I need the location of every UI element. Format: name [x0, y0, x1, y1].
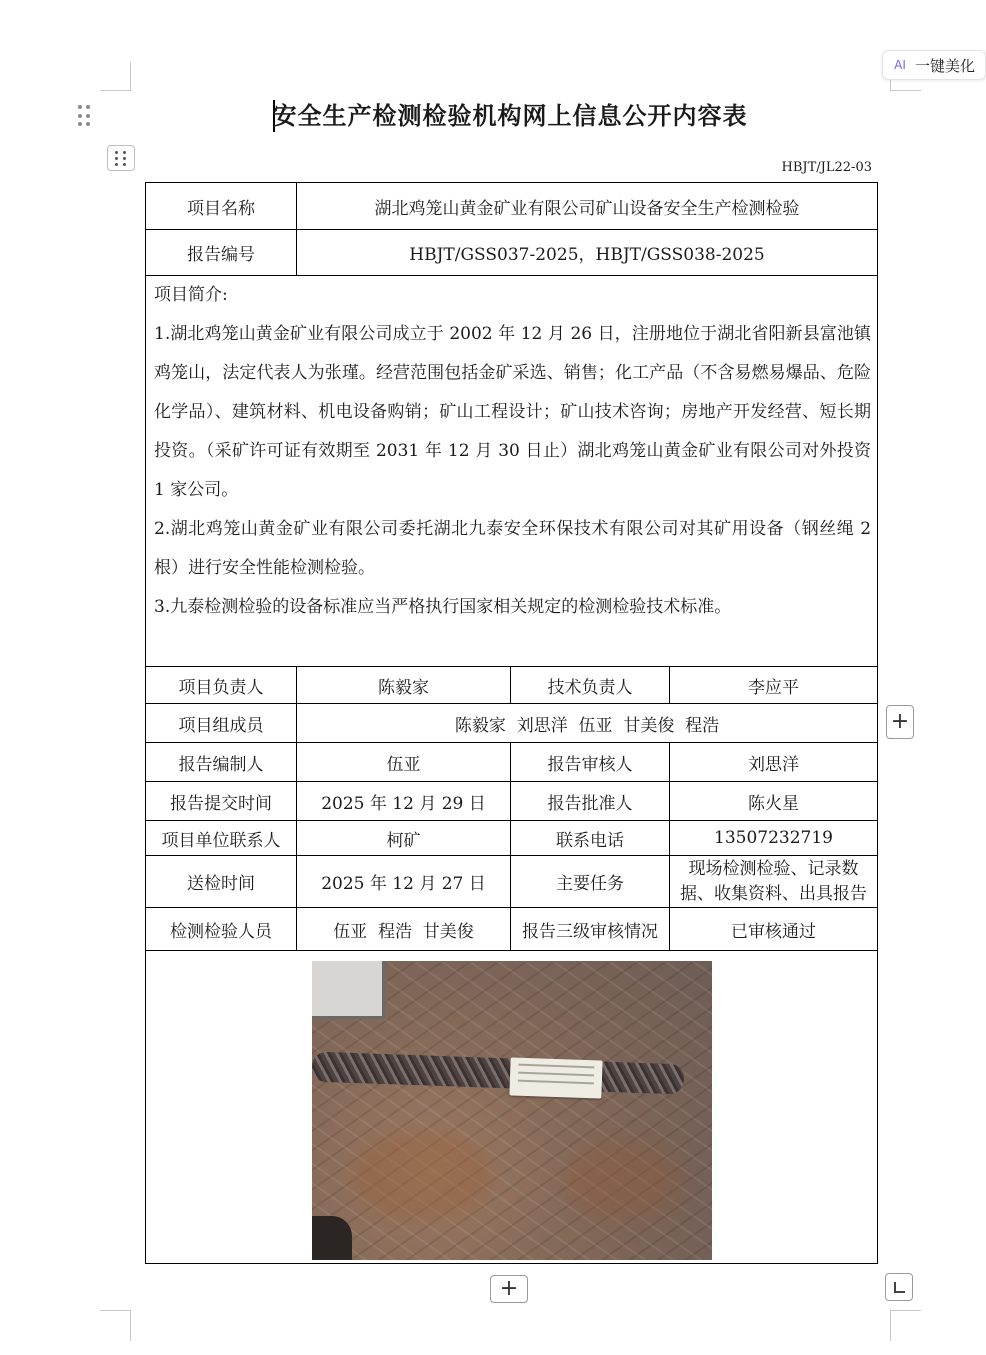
resize-icon[interactable]: [885, 1273, 913, 1301]
report-no-value[interactable]: HBJT/GSS037-2025，HBJT/GSS038-2025: [297, 230, 878, 276]
project-name-value[interactable]: 湖北鸡笼山黄金矿业有限公司矿山设备安全生产检测检验: [297, 183, 878, 230]
reviewer-value[interactable]: 刘思洋: [670, 743, 878, 782]
submit-time-label: 报告提交时间: [146, 782, 297, 821]
inspectors-label: 检测检验人员: [146, 908, 297, 951]
intro-paragraph-3: 3.九泰检测检验的设备标准应当严格执行国家相关规定的检测检验技术标准。: [154, 597, 732, 617]
members-label: 项目组成员: [146, 704, 297, 743]
task-label: 主要任务: [511, 856, 670, 908]
intro-heading: 项目简介:: [154, 285, 228, 305]
table-row: [146, 782, 878, 821]
wire-rope-photo[interactable]: [312, 961, 712, 1260]
project-intro-cell[interactable]: [146, 276, 878, 667]
info-table: [145, 182, 878, 1264]
compiler-label: 报告编制人: [146, 743, 297, 782]
contact-label: 项目单位联系人: [146, 821, 297, 856]
intro-paragraph-1: 1.湖北鸡笼山黄金矿业有限公司成立于 2002 年 12 月 26 日，注册地位于湖北省阳新县富池镇鸡笼山，法定代表人为张瑾。经营范围包括金矿采选、销售；化工产品（不含易燃易爆品、危险化学品）、建筑材料、机电设备购销；矿山工程设计；矿山技术咨询；房地产开发经营、短长期投资。（采矿许可证有效期至 2031 年 12 月 30 日止）湖北鸡笼山黄金矿业有限公司对外投资 1 家公司。: [154, 324, 872, 500]
page-corner-mark-bottom-left: [100, 1310, 131, 1341]
page-title: 安全生产检测检验机构网上信息公开内容表: [272, 101, 748, 130]
table-row: [146, 183, 878, 230]
table-row: [146, 230, 878, 276]
ai-icon: AI: [894, 58, 906, 72]
document-code: HBJT/JL22-03: [781, 160, 872, 175]
tech-lead-value[interactable]: 李应平: [670, 667, 878, 704]
approver-label: 报告批准人: [511, 782, 670, 821]
photo-cell: [146, 951, 878, 1264]
table-row: [146, 276, 878, 667]
report-no-label: 报告编号: [146, 230, 297, 276]
ai-beautify-button[interactable]: [882, 50, 986, 80]
table-row: [146, 951, 878, 1264]
phone-value[interactable]: 13507232719: [670, 821, 878, 856]
intro-paragraph-2: 2.湖北鸡笼山黄金矿业有限公司委托湖北九泰安全环保技术有限公司对其矿用设备（钢丝绳 2 根）进行安全性能检测检验。: [154, 519, 872, 578]
page-corner-mark-bottom-right: [890, 1310, 921, 1341]
phone-label: 联系电话: [511, 821, 670, 856]
table-row: [146, 821, 878, 856]
table-row: [146, 743, 878, 782]
table-row: [146, 667, 878, 704]
page-corner-mark-top-left: [100, 62, 131, 91]
table-row: [146, 856, 878, 908]
review-status-value[interactable]: 已审核通过: [670, 908, 878, 951]
inspectors-value[interactable]: 伍亚 程浩 甘美俊: [297, 908, 511, 951]
reviewer-label: 报告审核人: [511, 743, 670, 782]
contact-value[interactable]: 柯矿: [297, 821, 511, 856]
project-lead-label: 项目负责人: [146, 667, 297, 704]
ai-beautify-label: 一键美化: [915, 56, 976, 75]
table-row: [146, 704, 878, 743]
task-value[interactable]: 现场检测检验、记录数据、收集资料、出具报告: [670, 856, 878, 908]
send-time-value[interactable]: 2025 年 12 月 27 日: [297, 856, 511, 908]
plus-icon: +: [890, 709, 910, 734]
submit-time-value[interactable]: 2025 年 12 月 29 日: [297, 782, 511, 821]
approver-value[interactable]: 陈火星: [670, 782, 878, 821]
plus-icon: +: [499, 1276, 519, 1301]
project-lead-value[interactable]: 陈毅家: [297, 667, 511, 704]
add-column-button[interactable]: [886, 705, 914, 739]
tech-lead-label: 技术负责人: [511, 667, 670, 704]
table-row: [146, 908, 878, 951]
table-move-icon[interactable]: [107, 145, 135, 171]
compiler-value[interactable]: 伍亚: [297, 743, 511, 782]
members-value[interactable]: 陈毅家 刘思洋 伍亚 甘美俊 程浩: [297, 704, 878, 743]
send-time-label: 送检时间: [146, 856, 297, 908]
review-status-label: 报告三级审核情况: [511, 908, 670, 951]
add-row-button[interactable]: [490, 1275, 528, 1303]
project-name-label: 项目名称: [146, 183, 297, 230]
